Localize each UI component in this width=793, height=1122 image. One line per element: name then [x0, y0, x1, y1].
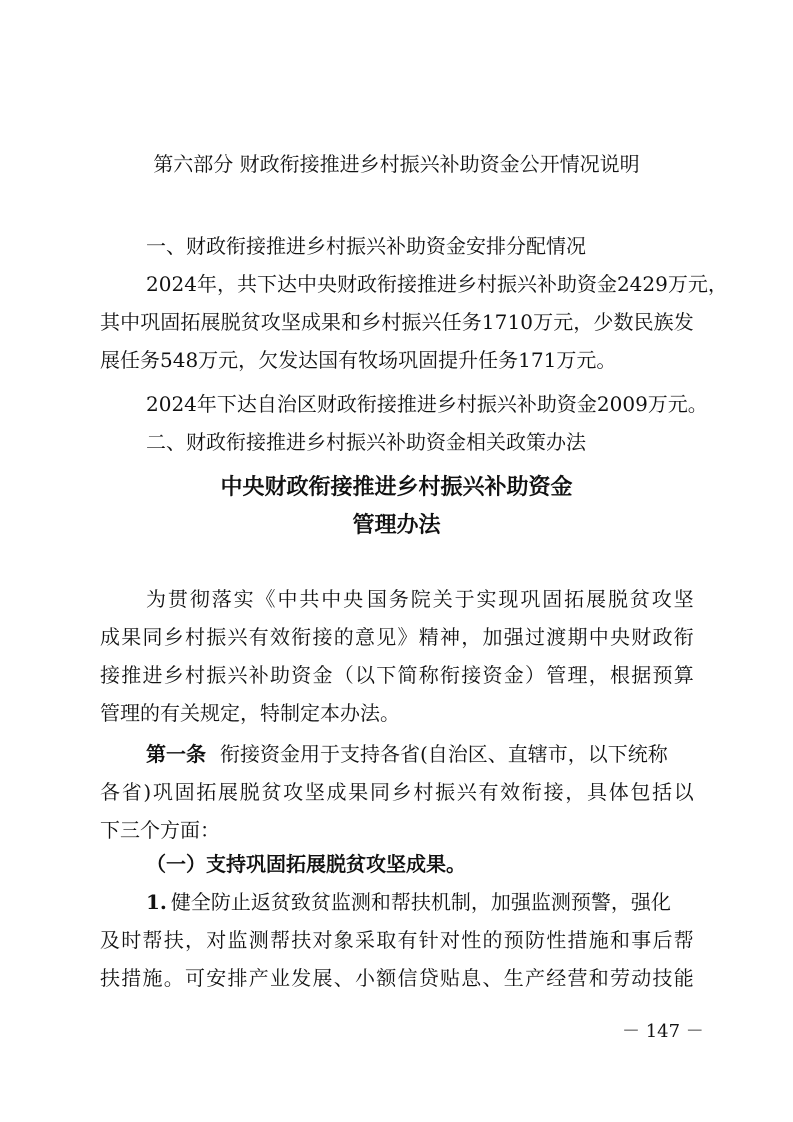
item-1-line-3: 扶 措 施 。 可 安 排 产 业 发 展 、 小 额 信 贷 贴 息 、 生 产 经 营 和 劳 动 技 能: [100, 966, 694, 990]
preamble-line-4: 管理的有关规定，特制定本办法。: [100, 701, 400, 725]
preamble-line-2: 成 果 同 乡 村 振 兴 有 效 衔 接 的 意 见 》 精 神 ， 加 强 过 渡 期 中 央 财 政 衔: [100, 625, 694, 649]
heading-allocation: 一、财政衔接推进乡村振兴补助资金安排分配情况: [146, 234, 586, 258]
page-number: － 147 －: [622, 1021, 704, 1042]
para-allocation-line-2: 其 中 巩 固 拓 展 脱 贫 攻 坚 成 果 和 乡 村 振 兴 任 务 1 7 1 0 万 元 ， 少 数 民 族 发: [100, 310, 694, 334]
para-allocation-line-3: 展任务548万元，欠发达国有牧场巩固提升任务171万元。: [100, 348, 617, 372]
heading-policies: 二、财政衔接推进乡村振兴补助资金相关政策办法: [146, 430, 586, 454]
item-1-line-2: 及 时 帮 扶 ， 对 监 测 帮 扶 对 象 采 取 有 针 对 性 的 预 防 性 措 施 和 事 后 帮: [100, 928, 694, 952]
subsection-1-heading: （一）支持巩固拓展脱贫攻坚成果。: [146, 852, 466, 876]
preamble-line-1: 为 贯 彻 落 实 《 中 共 中 央 国 务 院 关 于 实 现 巩 固 拓 展 脱 贫 攻 坚: [146, 587, 694, 611]
article-1-line-3: 下三个方面：: [100, 818, 220, 842]
article-1-line-1: 第一条 衔接资金用于支持各省(自治区、直辖市，以下统称: [146, 742, 668, 766]
document-title-line-1: 中央财政衔接推进乡村振兴补助资金: [220, 474, 573, 500]
section-title: 第六部分 财政衔接推进乡村振兴补助资金公开情况说明: [153, 152, 640, 176]
article-1-label: 第一条: [146, 742, 206, 766]
preamble-line-3: 接 推 进 乡 村 振 兴 补 助 资 金 （ 以 下 简 称 衔 接 资 金 ） 管 理 ， 根 据 预 算: [100, 663, 694, 687]
item-1-line-1: 1. 健全防止返贫致贫监测和帮扶机制，加强监测预警，强化: [146, 890, 671, 914]
para-autonomous-region-funds: 2024年下达自治区财政衔接推进乡村振兴补助资金2009万元。: [146, 392, 708, 416]
document-title-line-2: 管理办法: [352, 512, 441, 538]
article-1-line-2: 各 省 ) 巩 固 拓 展 脱 贫 攻 坚 成 果 同 乡 村 振 兴 有 效 衔 接 ， 具 体 包 括 以: [100, 780, 694, 804]
item-1-number: 1.: [146, 890, 167, 914]
para-allocation-line-1: 2 0 2 4 年 ， 共 下 达 中 央 财 政 衔 接 推 进 乡 村 振 兴 补 助 资 金 2 4 2 9 万 元 ，: [146, 272, 728, 296]
